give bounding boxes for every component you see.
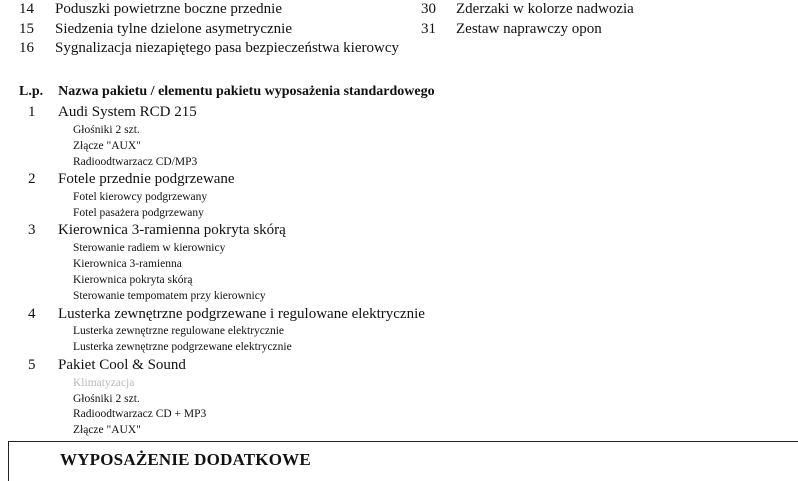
item-text: Sygnalizacja niezapiętego pasa bezpieczeństwa kierowcy [55, 40, 399, 56]
package-item: Lusterka zewnętrzne podgrzewane elektrycznie [73, 341, 292, 353]
package-item: Lusterka zewnętrzne regulowane elektrycznie [73, 325, 285, 337]
package-number: 2 [28, 171, 36, 187]
package-item: Fotel pasażera podgrzewany [73, 207, 204, 219]
item-text: Zderzaki w kolorze nadwozia [456, 1, 634, 17]
package-number: 3 [28, 222, 36, 238]
item-number: 30 [421, 1, 436, 17]
package-item: Złącze "AUX" [73, 140, 141, 152]
package-name: Audi System RCD 215 [58, 104, 197, 120]
package-item: Głośniki 2 szt. [73, 393, 140, 405]
package-name: Fotele przednie podgrzewane [58, 171, 235, 187]
package-item: Kierownica 3-ramienna [73, 258, 182, 270]
item-number: 15 [19, 21, 34, 37]
package-item: Klimatyzacja [73, 377, 135, 389]
package-item: Kierownica pokryta skórą [73, 274, 193, 286]
lp-header: L.p. [19, 84, 44, 99]
package-name: Lusterka zewnętrzne podgrzewane i regulowane elektrycznie [58, 306, 425, 322]
package-number: 1 [28, 104, 36, 120]
package-number: 4 [28, 306, 36, 322]
item-text: Zestaw naprawczy opon [456, 21, 602, 37]
package-item: Fotel kierowcy podgrzewany [73, 191, 208, 203]
package-item: Złącze "AUX" [73, 424, 141, 436]
item-text: Siedzenia tylne dzielone asymetrycznie [55, 21, 292, 37]
package-name-header: Nazwa pakietu / elementu pakietu wyposażenia standardowego [58, 84, 435, 99]
item-number: 31 [421, 21, 436, 37]
item-text: Poduszki powietrzne boczne przednie [55, 1, 282, 17]
package-item: Sterowanie radiem w kierownicy [73, 242, 226, 254]
package-item: Sterowanie tempomatem przy kierownicy [73, 290, 266, 302]
standard-equipment-header [19, 84, 435, 100]
package-item: Radioodtwarzacz CD/MP3 [73, 156, 198, 168]
package-name: Kierownica 3-ramienna pokryta skórą [58, 222, 286, 238]
package-item: Głośniki 2 szt. [73, 124, 140, 136]
additional-equipment-title: WYPOSAŻENIE DODATKOWE [60, 450, 311, 469]
item-number: 16 [19, 40, 34, 56]
item-number: 14 [19, 1, 34, 17]
package-item: Radioodtwarzacz CD + MP3 [73, 408, 207, 420]
package-number: 5 [28, 357, 36, 373]
package-name: Pakiet Cool & Sound [58, 357, 186, 373]
